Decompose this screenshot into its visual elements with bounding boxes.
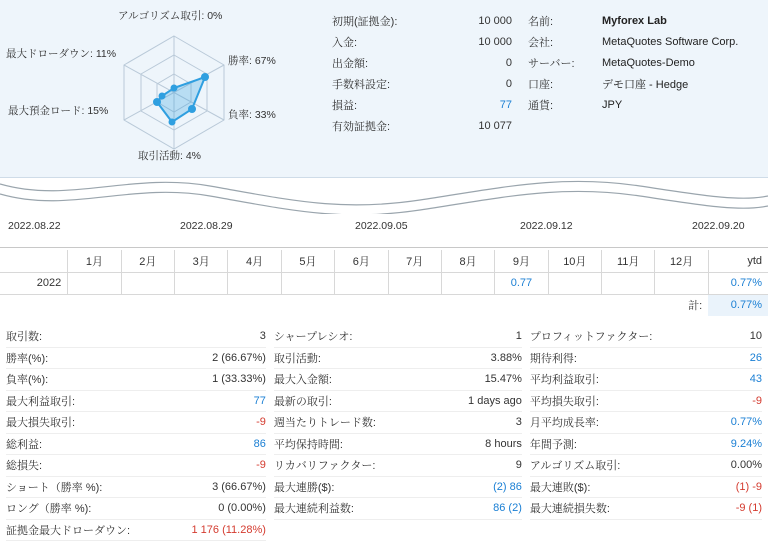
month-header: 8月 — [441, 250, 494, 272]
total-value: 0.77% — [708, 294, 768, 316]
stat-value: 9 — [515, 459, 522, 472]
month-cell — [548, 272, 601, 294]
stat-label: リカバリファクター: — [273, 460, 376, 473]
account-server: MetaQuotes-Demo — [602, 56, 695, 69]
summary-label: 初期(証拠金): — [332, 15, 398, 28]
month-cell — [121, 272, 174, 294]
account-company: MetaQuotes Software Corp. — [602, 35, 739, 48]
statistics-column-2 — [266, 326, 522, 541]
stat-label: 期待利得: — [529, 352, 577, 365]
stat-label: 最新の取引: — [273, 395, 332, 408]
stat-value: 0.77% — [730, 416, 762, 429]
stat-value: 43 — [749, 373, 762, 386]
stat-label: 総利益: — [6, 438, 43, 451]
stat-label: 取引数: — [6, 331, 43, 344]
stat-value: -9 — [256, 416, 266, 429]
month-header: 12月 — [655, 250, 708, 272]
summary-value: 10 077 — [478, 119, 512, 132]
month-cell — [335, 272, 388, 294]
account-label: 通貨: — [528, 99, 554, 112]
account-label: サーバー: — [528, 57, 575, 70]
summary-value: 0 — [505, 56, 512, 69]
month-cell — [68, 272, 121, 294]
stat-value: 1 — [515, 330, 522, 343]
month-header: 10月 — [548, 250, 601, 272]
stat-value: 1 days ago — [468, 394, 522, 407]
account-name: Myforex Lab — [602, 14, 667, 27]
stat-value: -9 — [752, 394, 762, 407]
month-header: 3月 — [175, 250, 228, 272]
stat-label: 週当たりトレード数: — [273, 417, 376, 430]
month-header: 7月 — [388, 250, 441, 272]
statistics-section — [0, 326, 768, 541]
table-total-row — [0, 294, 768, 316]
table-header-row — [0, 250, 768, 272]
month-cell — [281, 272, 334, 294]
stat-value: 1 176 (11.28%) — [191, 523, 266, 536]
monthly-returns-table — [0, 250, 768, 316]
summary-value: 10 000 — [478, 14, 512, 27]
axis-tick: 2022.09.05 — [355, 220, 408, 232]
month-cell — [388, 272, 441, 294]
stat-label: 最大利益取引: — [6, 395, 76, 408]
stat-label: 平均利益取引: — [529, 374, 599, 387]
month-header: 11月 — [602, 250, 655, 272]
month-header — [0, 250, 68, 272]
stat-value: -9 — [256, 459, 266, 472]
stat-value: 10 — [749, 330, 762, 343]
radar-label-winrate: 勝率: 67% — [228, 55, 276, 67]
stat-value: 3.88% — [490, 351, 522, 364]
stat-label: ショート（勝率 %): — [6, 481, 103, 494]
chart-wave-divider — [0, 178, 768, 214]
stat-value: 9.24% — [730, 437, 762, 450]
summary-panel — [0, 0, 768, 178]
stat-value: 8 hours — [485, 437, 522, 450]
stat-label: 最大損失取引: — [6, 417, 76, 430]
stat-label: 証拠金最大ドローダウン: — [6, 524, 131, 537]
stat-label: 平均損失取引: — [529, 395, 599, 408]
radar-chart-svg — [112, 32, 236, 150]
month-header: 2月 — [121, 250, 174, 272]
ytd-cell: 0.77% — [708, 272, 768, 294]
account-label: 会社: — [528, 36, 554, 49]
summary-value: 10 000 — [478, 35, 512, 48]
month-header: 9月 — [495, 250, 548, 272]
stat-label: プロフィットファクター: — [529, 331, 653, 344]
summary-label: 損益: — [332, 99, 358, 112]
month-header: 4月 — [228, 250, 281, 272]
stat-value: 15.47% — [484, 373, 522, 386]
radar-label-algo: アルゴリズム取引: 0% — [118, 10, 223, 22]
stat-value: 0.00% — [730, 459, 762, 472]
radar-label-activity: 取引活動: 4% — [138, 150, 202, 162]
summary-value: 0 — [505, 77, 512, 90]
stat-label: 最大連続損失数: — [529, 503, 610, 516]
month-header: 1月 — [68, 250, 121, 272]
axis-tick: 2022.09.20 — [692, 220, 745, 232]
stat-value: 77 — [253, 394, 266, 407]
summary-label: 手数料設定: — [332, 78, 391, 91]
month-cell — [175, 272, 228, 294]
stat-value: (2) 86 — [493, 480, 522, 493]
month-cell — [602, 272, 655, 294]
stat-label: 最大連続利益数: — [273, 503, 354, 516]
month-cell — [228, 272, 281, 294]
stat-value: 1 (33.33%) — [212, 373, 266, 386]
wave-svg — [0, 178, 768, 214]
summary-label: 有効証拠金: — [332, 120, 391, 133]
summary-left-column — [332, 10, 512, 136]
stat-label: 総損失: — [6, 460, 43, 473]
stat-label: 勝率(%): — [6, 352, 49, 365]
summary-label: 出金額: — [332, 57, 369, 70]
axis-tick: 2022.09.12 — [520, 220, 573, 232]
account-label: 名前: — [528, 15, 554, 28]
stat-label: 最大連勝($): — [273, 481, 335, 494]
stat-label: 取引活動: — [273, 352, 321, 365]
stat-label: 平均保持時間: — [273, 438, 343, 451]
table-row — [0, 272, 768, 294]
stat-value: 3 — [515, 416, 522, 429]
stat-value: 26 — [749, 351, 762, 364]
date-axis — [0, 214, 768, 248]
stat-label: 最大入金額: — [273, 374, 332, 387]
stat-value: 3 — [259, 330, 266, 343]
month-cell — [655, 272, 708, 294]
stat-value: (1) -9 — [735, 480, 762, 493]
stat-label: 最大連敗($): — [529, 481, 591, 494]
account-currency: JPY — [602, 98, 623, 111]
statistics-column-1 — [6, 326, 266, 541]
stat-label: 年間予測: — [529, 438, 577, 451]
month-header: 6月 — [335, 250, 388, 272]
radar-chart — [0, 0, 320, 178]
axis-tick: 2022.08.22 — [8, 220, 61, 232]
stat-label: アルゴリズム取引: — [529, 460, 621, 473]
radar-label-deposit-load: 最大預金ロード: 15% — [8, 105, 109, 117]
stat-label: シャープレシオ: — [273, 331, 353, 344]
stat-value: -9 (1) — [735, 502, 762, 515]
summary-value-profit: 77 — [499, 98, 512, 111]
stat-value: 0 (0.00%) — [218, 502, 266, 515]
month-cell: 0.77 — [495, 272, 548, 294]
total-label: 計: — [688, 300, 703, 313]
axis-tick: 2022.08.29 — [180, 220, 233, 232]
summary-label: 入金: — [332, 36, 358, 49]
stat-value: 2 (66.67%) — [212, 351, 266, 364]
stat-label: 月平均成長率: — [529, 417, 599, 430]
radar-label-drawdown: 最大ドローダウン: 11% — [6, 48, 117, 60]
statistics-column-3 — [522, 326, 762, 541]
month-cell — [441, 272, 494, 294]
stat-value: 86 — [253, 437, 266, 450]
stat-value: 86 (2) — [493, 502, 522, 515]
stat-label: 負率(%): — [6, 374, 49, 387]
account-label: 口座: — [528, 78, 554, 91]
summary-right-column — [528, 10, 764, 115]
row-year: 2022 — [0, 272, 68, 294]
month-header: 5月 — [281, 250, 334, 272]
radar-label-lossrate: 負率: 33% — [228, 109, 276, 121]
account-type: デモ口座 - Hedge — [602, 78, 689, 91]
stat-label: ロング（勝率 %): — [6, 503, 92, 516]
stat-value: 3 (66.67%) — [212, 480, 266, 493]
ytd-header: ytd — [708, 250, 768, 272]
